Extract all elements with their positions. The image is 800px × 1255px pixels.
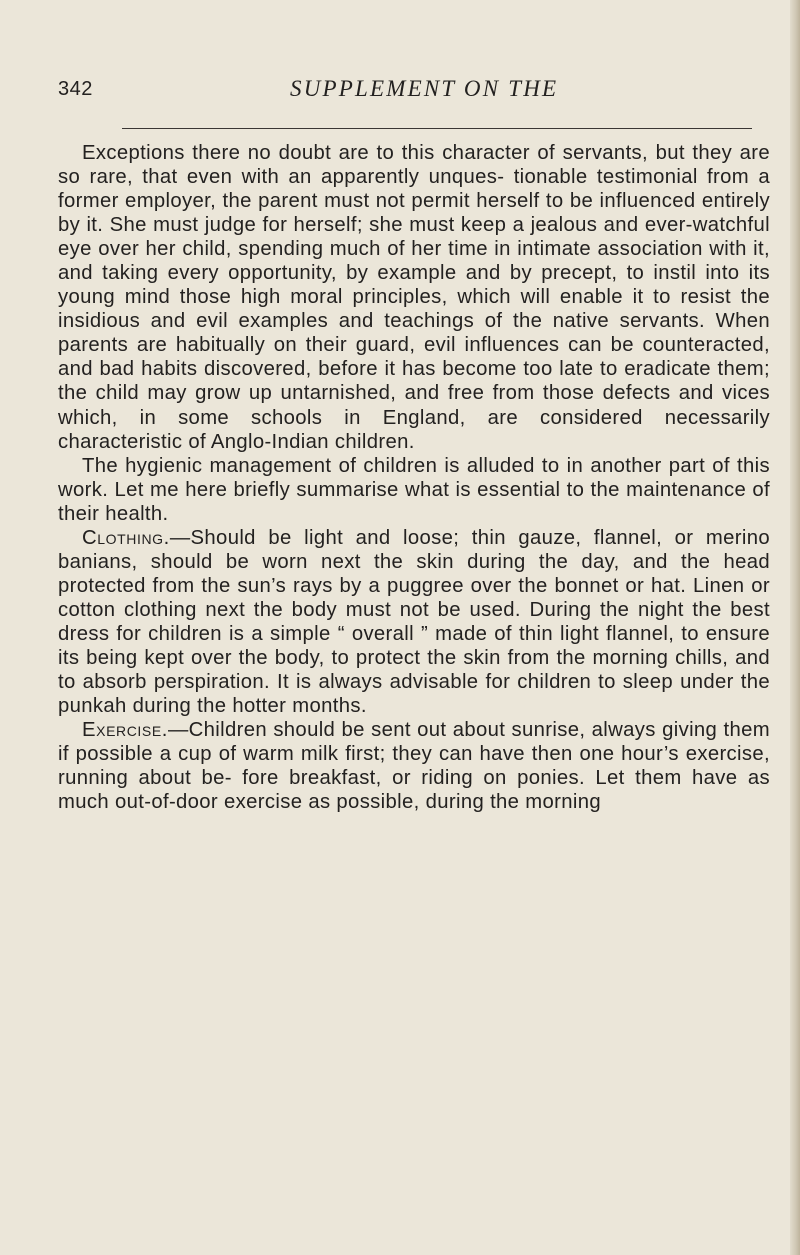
clothing-heading: Clothing. xyxy=(82,526,170,549)
body-text xyxy=(58,141,770,814)
clothing-text: —Should be light and loose; thin gauze, flannel, or merino banians, should be worn next the skin during the day, and the head protected from the sun’s rays by a puggree over the bonnet or hat. Linen or cotton clothing next the body must not be used. During the night the best dress for children is a simple “ overall ” made of thin light flannel, to ensure its being kept over the body, to protect the skin from the morning chills, and to absorb perspiration. It is always advisable for children to sleep under the punkah during the hotter months. xyxy=(58,526,770,718)
exercise-text: —Children should be sent out about sunrise, always giving them if possible a cup of warm milk first; they can have then one hour’s exercise, running about be- fore breakfast, or riding on ponies. Let them have as much out-of-door exercise as possible, during the morning xyxy=(58,719,770,814)
paragraph-clothing xyxy=(58,526,770,718)
paragraph-exercise xyxy=(58,718,770,814)
page-edge-shadow xyxy=(790,0,800,1255)
header-rule xyxy=(122,128,752,129)
page-header xyxy=(58,74,760,104)
exercise-heading: Exercise. xyxy=(82,719,169,742)
paragraph-hygiene: The hygienic management of children is alluded to in another part of this work. Let me here briefly summarise what is essential to the maintenance of their health. xyxy=(58,454,770,525)
page-number: 342 xyxy=(58,78,93,100)
running-head: SUPPLEMENT ON THE xyxy=(290,76,559,101)
paragraph-servants: Exceptions there no doubt are to this character of servants, but they are so rare, that even with an apparently unques- tionable testimonial from a former employer, the parent must not permit herself to be influenced entirely by it. She must judge for herself; she must keep a jealous and ever-watchful eye over her child, spending much of her time in intimate association with it, and taking every opportunity, by example and by precept, to instil into its young mind those high moral principles, which will enable it to resist the insidious and evil examples and teachings of the native servants. When parents are habitually on their guard, evil influences can be counteracted, and bad habits discovered, before it has become too late to eradicate them; the child may grow up untarnished, and free from those defects and vices which, in some schools in England, are considered necessarily characteristic of Anglo-Indian children. xyxy=(58,142,770,453)
